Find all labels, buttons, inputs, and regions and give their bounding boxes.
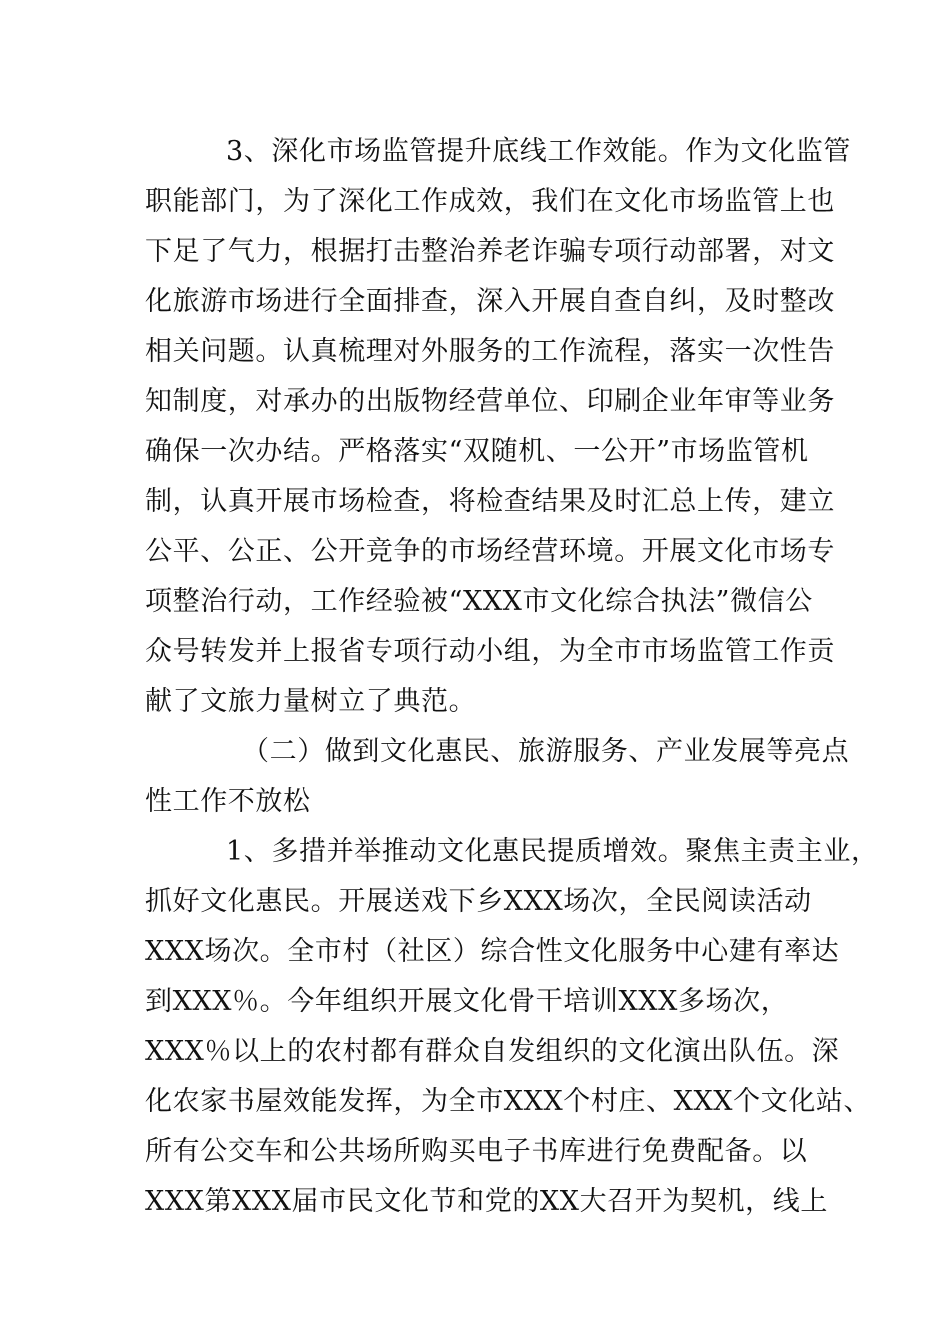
paragraph-line: 确保一次办结。严格落实“双随机、一公开”市场监管机 (145, 436, 809, 467)
paragraph-line: 所有公交车和公共场所购买电子书库进行免费配备。以 (145, 1136, 808, 1167)
paragraph-line: XXX％以上的农村都有群众自发组织的文化演出队伍。深 (145, 1036, 840, 1067)
paragraph-line: 知制度，对承办的出版物经营单位、印刷企业年审等业务 (145, 386, 835, 417)
paragraph-line: 职能部门，为了深化工作成效，我们在文化市场监管上也 (145, 186, 835, 217)
section-heading-line: 性工作不放松 (145, 786, 311, 817)
section-heading-line: （二）做到文化惠民、旅游服务、产业发展等亮点 (242, 736, 850, 767)
paragraph-line: 3、深化市场监管提升底线工作效能。作为文化监管 (226, 136, 851, 167)
paragraph-line: 公平、公正、公开竞争的市场经营环境。开展文化市场专 (145, 536, 835, 567)
paragraph-line: 化农家书屋效能发挥，为全市XXX个村庄、XXX个文化站、 (145, 1086, 872, 1117)
paragraph-line: XXX第XXX届市民文化节和党的XX大召开为契机，线上 (145, 1186, 828, 1217)
paragraph-line: 制，认真开展市场检查，将检查结果及时汇总上传，建立 (145, 486, 835, 517)
paragraph-line: XXX场次。全市村（社区）综合性文化服务中心建有率达 (145, 936, 840, 967)
paragraph-line: 献了文旅力量树立了典范。 (145, 686, 477, 717)
paragraph-line: 相关问题。认真梳理对外服务的工作流程，落实一次性告 (145, 336, 835, 367)
paragraph-line: 1、多措并举推动文化惠民提质增效。聚焦主责主业， (226, 836, 879, 867)
paragraph-line: 项整治行动，工作经验被“XXX市文化综合执法”微信公 (145, 586, 813, 617)
paragraph-line: 下足了气力，根据打击整治养老诈骗专项行动部署，对文 (145, 236, 835, 267)
paragraph-line: 抓好文化惠民。开展送戏下乡XXX场次，全民阅读活动 (145, 886, 812, 917)
paragraph-line: 到XXX％。今年组织开展文化骨干培训XXX多场次， (145, 986, 789, 1017)
paragraph-line: 众号转发并上报省专项行动小组，为全市市场监管工作贡 (145, 636, 835, 667)
paragraph-line: 化旅游市场进行全面排查，深入开展自查自纠，及时整改 (145, 286, 835, 317)
